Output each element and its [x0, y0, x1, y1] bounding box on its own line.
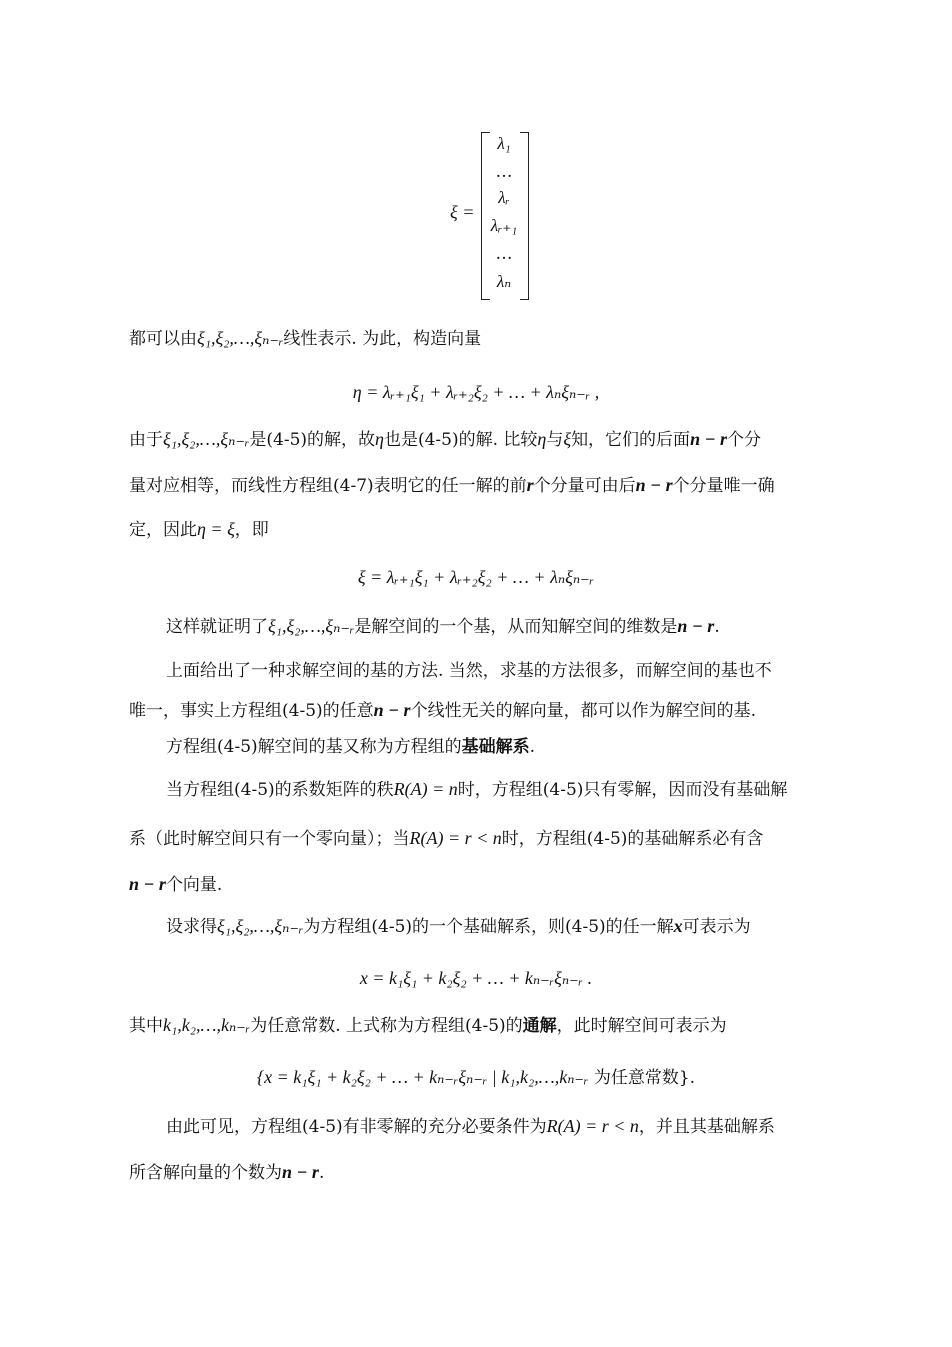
paragraph-line: 上面给出了一种求解空间的基的方法. 当然，求基的方法很多，而解空间的基也不: [166, 661, 772, 681]
equation-solution-space: {x = k₁ξ₁ + k₂ξ₂ + … + kₙ₋ᵣξₙ₋ᵣ | k₁,k₂,…,kₙ₋ᵣ 为任意常数}.: [256, 1067, 696, 1088]
right-bracket: [520, 132, 529, 300]
paragraph-line: 这样就证明了ξ₁,ξ₂,…,ξₙ₋ᵣ是解空间的一个基，从而知解空间的维数是n − r.: [166, 616, 720, 637]
paragraph-line: 由于ξ₁,ξ₂,…,ξₙ₋ᵣ是(4-5)的解，故η也是(4-5)的解. 比较η与ξ知，它们的后面n − r个分: [129, 429, 761, 450]
paragraph-line: 当方程组(4-5)的系数矩阵的秩R(A) = n时，方程组(4-5)只有零解，因而没有基础解: [166, 779, 788, 800]
paragraph-line: n − r个向量.: [129, 874, 223, 895]
paragraph-line: 所含解向量的个数为n − r.: [129, 1162, 325, 1183]
equation-general-solution: x = k₁ξ₁ + k₂ξ₂ + … + kₙ₋ᵣξₙ₋ᵣ .: [359, 968, 593, 988]
matrix-lhs: ξ =: [450, 202, 475, 222]
paragraph-line: 量对应相等，而线性方程组(4-7)表明它的任一解的前r个分量可由后n − r个分量唯一确: [129, 475, 775, 496]
matrix-entry: λᵣ₊₁: [490, 216, 518, 235]
xi-column-vector: [450, 128, 540, 300]
paragraph-line: 方程组(4-5)解空间的基又称为方程组的基础解系.: [166, 737, 536, 757]
term-general-solution: 通解: [522, 1016, 557, 1036]
paragraph-line: 唯一，事实上方程组(4-5)的任意n − r个线性无关的解向量，都可以作为解空间的基.: [129, 700, 756, 721]
paragraph-line: 定，因此η = ξ，即: [129, 519, 269, 540]
equation-eta: η = λᵣ₊₁ξ₁ + λᵣ₊₂ξ₂ + … + λₙξₙ₋ᵣ ,: [352, 382, 600, 402]
term-fundamental-system: 基础解系: [461, 737, 530, 757]
matrix-entry: λ₁: [497, 134, 511, 153]
paragraph-line: 系（此时解空间只有一个零向量）；当R(A) = r < n时，方程组(4-5)的基础解系必有含: [129, 828, 764, 849]
matrix-entry: …: [495, 162, 513, 182]
matrix-entry: λₙ: [496, 272, 512, 291]
paragraph-line: 由此可见，方程组(4-5)有非零解的充分必要条件为R(A) = r < n，并且其基础解系: [166, 1116, 775, 1137]
paragraph-line: 都可以由ξ₁,ξ₂,…,ξₙ₋ᵣ线性表示. 为此，构造向量: [129, 328, 482, 349]
equation-xi: ξ = λᵣ₊₁ξ₁ + λᵣ₊₂ξ₂ + … + λₙξₙ₋ᵣ: [357, 567, 595, 587]
matrix-entry: λᵣ: [498, 188, 510, 207]
paragraph-line: 设求得ξ₁,ξ₂,…,ξₙ₋ᵣ为方程组(4-5)的一个基础解系，则(4-5)的任一解x可表示为: [166, 916, 751, 937]
matrix-entry: …: [495, 244, 513, 264]
paragraph-line: 其中k₁,k₂,…,kₙ₋ᵣ为任意常数. 上式称为方程组(4-5)的通解，此时解空间可表示为: [129, 1015, 727, 1036]
